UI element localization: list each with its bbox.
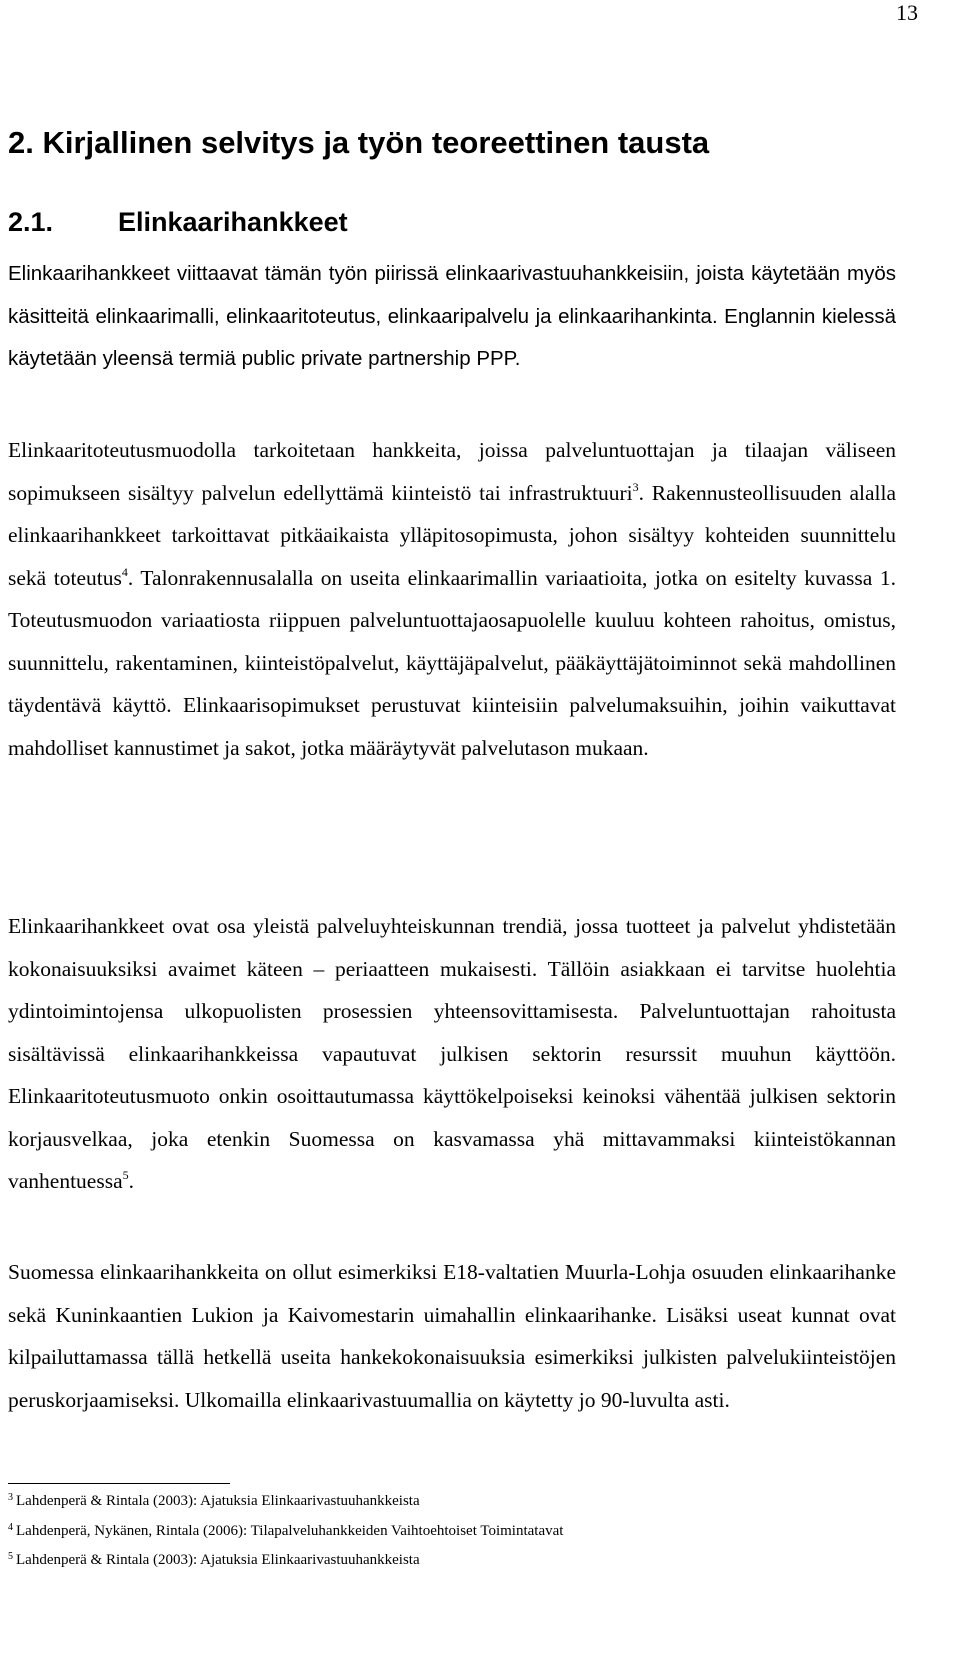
paragraph-2 — [8, 429, 896, 769]
paragraph-3 — [8, 905, 896, 1203]
footnote-number: 3 — [8, 1492, 13, 1503]
section-number: 2.1. — [8, 207, 54, 237]
footnote-3 — [8, 1492, 420, 1510]
paragraph-3-part-a: Elinkaarihankkeet ovat osa yleistä palveluyhteiskunnan trendiä, jossa tuotteet ja palvelut yhdistetään kokonaisuuksiksi avaimet käteen – periaatteen mukaisesti. Tällöin asiakkaan ei tarvitse huolehtia ydintoimintojensa ulkopuolisten prosessien yhteensovittamisesta. Palveluntuottajan rahoitusta sisältävissä elinkaarihankkeissa vapautuvat julkisen sektorin resurssit muuhun käyttöön. Elinkaaritoteutusmuoto onkin osoittautumassa käyttökelpoiseksi keinoksi vähentää julkisen sektorin korjausvelkaa, joka etenkin Suomessa on kasvamassa yhä mittavammaksi kiinteistökannan vanhentuessa — [8, 914, 896, 1193]
footnote-text: Lahdenperä & Rintala (2003): Ajatuksia Elinkaarivastuuhankkeista — [16, 1493, 420, 1509]
chapter-heading: 2. Kirjallinen selvitys ja työn teoreettinen tausta — [8, 125, 710, 160]
section-title: Elinkaarihankkeet — [118, 207, 348, 237]
footnote-4 — [8, 1522, 563, 1540]
footnote-ref-3: 3 — [632, 479, 639, 494]
footnote-ref-5: 5 — [122, 1168, 129, 1182]
section-heading — [8, 207, 348, 238]
paragraph-1: Elinkaarihankkeet viittaavat tämän työn piirissä elinkaarivastuuhankkeisiin, joista käytetään myös käsitteitä elinkaarimalli, elinkaaritoteutus, elinkaaripalvelu ja elinkaarihankinta. Englannin kielessä käytetään yleensä termiä public private partnership PPP. — [8, 262, 896, 370]
footnote-text: Lahdenperä & Rintala (2003): Ajatuksia Elinkaarivastuuhankkeista — [16, 1552, 420, 1568]
paragraph-2-part-c: . Talonrakennusalalla on useita elinkaarimallin variaatioita, jotka on esitelty kuvassa 1. Toteutusmuodon variaatiosta riippuen palveluntuottajaosapuolelle kuuluu kohteen rahoitus, omistus, suunnittelu, rakentaminen, kiinteistöpalvelut, käyttäjäpalvelut, pääkäyttäjätoiminnot sekä mahdollinen täydentävä käyttö. Elinkaarisopimukset perustuvat kiinteisiin palvelumaksuihin, joihin vaikuttavat mahdolliset kannustimet ja sakot, jotka määräytyvät palvelutason mukaan. — [8, 565, 896, 760]
page-number: 13 — [896, 0, 918, 25]
footnote-number: 4 — [8, 1522, 13, 1533]
footnote-ref-4: 4 — [121, 564, 128, 579]
paragraph-3-part-b: . — [128, 1169, 135, 1193]
paragraph-2-part-a: Elinkaaritoteutusmuodolla tarkoitetaan hankkeita, joissa palveluntuottajan ja tilaajan väliseen sopimukseen sisältyy palvelun edellyttämä kiinteistö tai infrastruktuuri — [8, 438, 896, 505]
footnote-number: 5 — [8, 1551, 13, 1562]
paragraph-4: Suomessa elinkaarihankkeita on ollut esimerkiksi E18-valtatien Muurla-Lohja osuuden elinkaarihanke sekä Kuninkaantien Lukion ja Kaivomestarin uimahallin elinkaarihanke. Lisäksi useat kunnat ovat kilpailuttamassa tällä hetkellä useita hankekokonaisuuksia esimerkiksi julkisten palvelukiinteistöjen peruskorjaamiseksi. Ulkomailla elinkaarivastuumallia on käytetty jo 90-luvulta asti. — [8, 1260, 896, 1412]
footnote-text: Lahdenperä, Nykänen, Rintala (2006): Tilapalveluhankkeiden Vaihtoehtoiset Toimintatavat — [16, 1523, 564, 1539]
footnote-5 — [8, 1551, 420, 1569]
paragraph-2-part-b: . Rakennusteollisuuden alalla elinkaarihankkeet tarkoittavat pitkäaikaista ylläpitosopimusta, johon sisältyy kohteiden suunnittelu sekä toteutus — [8, 480, 896, 590]
footnote-separator — [8, 1483, 230, 1484]
